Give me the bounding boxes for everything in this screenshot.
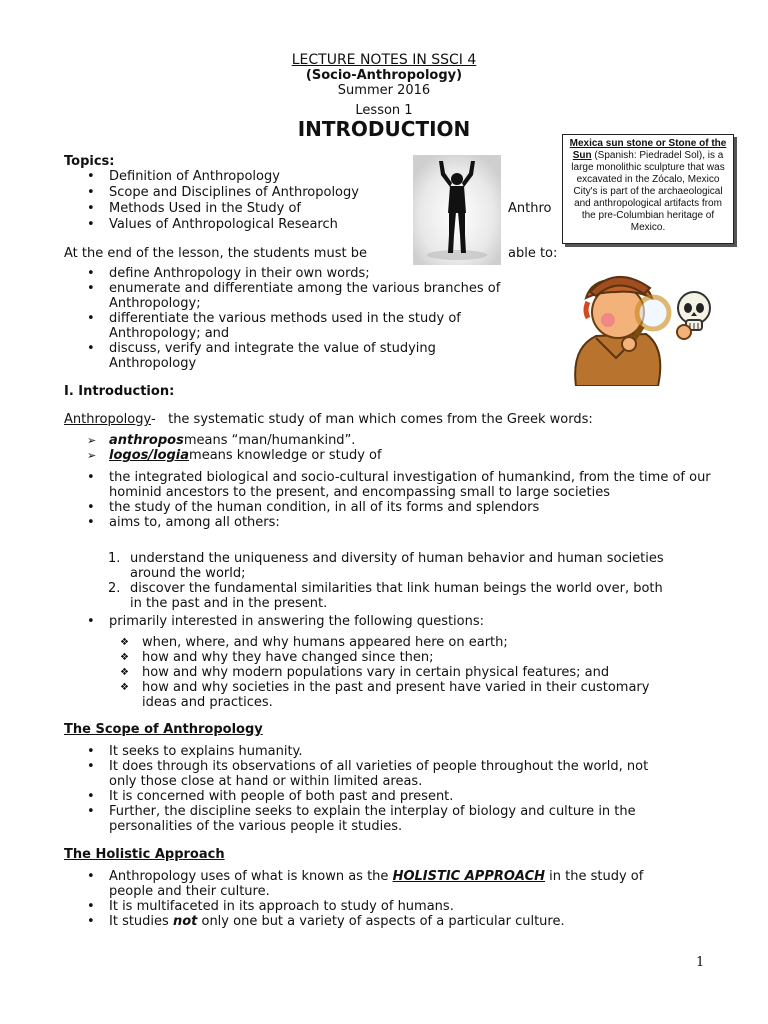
section-introduction-heading: I. Introduction: <box>64 384 175 399</box>
objectives-intro-end: able to: <box>508 246 558 261</box>
list-item: 2. discover the fundamental similarities that link human beings the world over, both <box>108 581 663 596</box>
list-item: hominid ancestors to the present, and encompassing small to large societies <box>109 485 611 500</box>
list-item: ❖ how and why modern populations vary in certain physical features; and <box>120 665 610 680</box>
list-item: ❖ how and why societies in the past and present have varied in their customary <box>120 680 650 695</box>
list-item: ❖ how and why they have changed since then; <box>120 650 434 665</box>
greek-roots-list <box>87 433 687 463</box>
list-item: • It is multifaceted in its approach to study of humans. <box>87 899 454 914</box>
aims-list <box>108 551 718 611</box>
list-item: Anthropology; and <box>109 326 230 341</box>
topics-list <box>87 169 417 232</box>
list-item: • enumerate and differentiate among the various branches of <box>87 281 501 296</box>
list-item: • Definition of Anthropology <box>87 169 280 184</box>
list-item: • the study of the human condition, in all of its forms and splendors <box>87 500 540 515</box>
page-title: INTRODUCTION <box>297 117 471 141</box>
list-item: • discuss, verify and integrate the value of studying <box>87 341 436 356</box>
list-item: • It seeks to explains humanity. <box>87 744 303 759</box>
list-item: • Scope and Disciplines of Anthropology <box>87 185 359 200</box>
anthropology-term: Anthropology <box>64 412 151 427</box>
scope-list <box>87 744 717 834</box>
list-item: personalities of the various people it studies. <box>109 819 403 834</box>
topics-label: Topics: <box>64 154 115 169</box>
list-item: • aims to, among all others: <box>87 515 280 530</box>
list-item: in the past and in the present. <box>130 596 328 611</box>
list-item: • the integrated biological and socio-cultural investigation of humankind, from the time of our <box>87 470 711 485</box>
list-item: around the world; <box>130 566 246 581</box>
questions-intro-list <box>87 614 717 629</box>
silhouette-figure-image <box>413 155 501 265</box>
anthropology-definition: Anthropology- the systematic study of man which comes from the Greek words: <box>64 412 593 427</box>
callout-text: (Spanish: Piedradel Sol), is a large monolithic sculpture that was excavated in the Zócalo, Mexico City's is part of the archaeological and anthropological artifacts from the pre-Columbian heritage of Mexico. <box>571 150 725 233</box>
list-item: ❖ when, where, and why humans appeared here on earth; <box>120 635 508 650</box>
list-item: • Values of Anthropological Research <box>87 217 338 232</box>
list-item: • It does through its observations of all varieties of people throughout the world, not <box>87 759 649 774</box>
list-item: • primarily interested in answering the following questions: <box>87 614 485 629</box>
list-item: ➢ anthroposmeans “man/humankind”. <box>87 433 356 448</box>
callout-title: Mexica sun stone or Stone of the Sun <box>569 138 727 161</box>
list-item: 1. understand the uniqueness and diversity of human behavior and human societies <box>108 551 664 566</box>
list-item: • differentiate the various methods used in the study of <box>87 311 461 326</box>
holistic-heading: The Holistic Approach <box>64 847 225 862</box>
document-subtitle: (Socio-Anthropology) <box>305 68 463 83</box>
list-item: • Further, the discipline seeks to explain the interplay of biology and culture in the <box>87 804 636 819</box>
list-item: • define Anthropology in their own words; <box>87 266 370 281</box>
document-term: Summer 2016 <box>337 83 431 98</box>
objectives-intro: At the end of the lesson, the students must be <box>64 246 367 261</box>
detective-skull-cartoon <box>566 268 716 386</box>
list-item: Anthropology <box>109 356 197 371</box>
list-item: Anthropology; <box>109 296 201 311</box>
sun-stone-callout <box>562 134 734 244</box>
list-item: ideas and practices. <box>142 695 273 710</box>
anthropology-bullets <box>87 470 717 530</box>
holistic-list <box>87 869 717 929</box>
lesson-label: Lesson 1 <box>355 103 413 118</box>
document-title: LECTURE NOTES IN SSCI 4 <box>291 52 477 68</box>
list-item: • Anthropology uses of what is known as the HOLISTIC APPROACH in the study of <box>87 869 644 884</box>
list-item: • Methods Used in the Study of <box>87 201 301 216</box>
page-number: 1 <box>696 955 705 970</box>
topics-overflow-text: Anthro <box>508 201 552 216</box>
list-item: ➢ logos/logiameans knowledge or study of <box>87 448 382 463</box>
scope-heading: The Scope of Anthropology <box>64 722 263 737</box>
objectives-list <box>87 266 547 371</box>
list-item: • It is concerned with people of both past and present. <box>87 789 454 804</box>
list-item: • It studies not only one but a variety of aspects of a particular culture. <box>87 914 565 929</box>
questions-list <box>120 635 720 710</box>
list-item: only those close at hand or within limited areas. <box>109 774 423 789</box>
list-item: people and their culture. <box>109 884 270 899</box>
